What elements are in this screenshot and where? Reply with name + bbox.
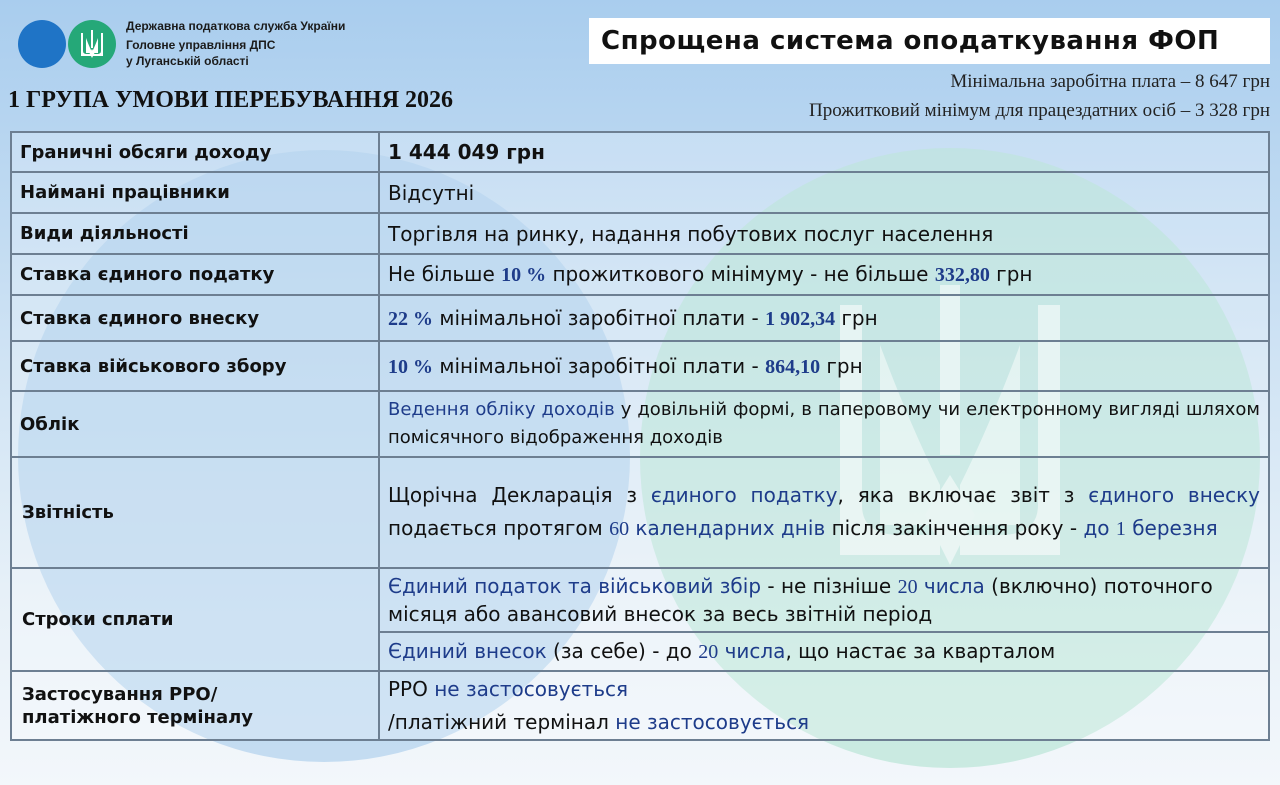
- row-label: Ставка єдиного внеску: [11, 295, 379, 341]
- organization-name: [126, 18, 345, 69]
- income-limit-value: 1 444 049 грн: [379, 132, 1269, 172]
- amount: 332,80: [934, 264, 990, 286]
- table-row: [11, 671, 1269, 740]
- highlight: Ведення обліку доходів: [388, 399, 615, 420]
- number: 20: [698, 640, 719, 663]
- row-label: Ставка єдиного податку: [11, 254, 379, 295]
- highlight: числа: [917, 573, 985, 598]
- text: прожиткового мінімуму - не більше: [546, 262, 935, 286]
- number: 1: [1115, 518, 1126, 540]
- number: 20: [897, 575, 918, 598]
- row-label: Строки сплати: [11, 568, 379, 671]
- highlight: єдиного податку: [650, 483, 838, 507]
- text: - не пізніше: [761, 573, 898, 598]
- text: у довільній формі, в паперовому чи електронному вигляді шляхом помісячного відображення доходів: [388, 399, 1260, 448]
- label-line: Застосування РРО/: [22, 683, 218, 705]
- org-line-2: Головне управління ДПС: [126, 38, 276, 52]
- rro-line: [388, 673, 1260, 706]
- group-title: 1 ГРУПА УМОВИ ПЕРЕБУВАННЯ 2026: [8, 87, 454, 113]
- text: Щорічна Декларація з: [388, 483, 651, 507]
- accounting-value: [379, 391, 1269, 457]
- text: грн: [820, 353, 863, 378]
- text: РРО: [388, 676, 435, 701]
- min-wage-text: Мінімальна заробітна плата – 8 647 грн: [950, 71, 1270, 92]
- highlight: єдиного внеску: [1088, 483, 1261, 507]
- employees-value: Відсутні: [379, 172, 1269, 213]
- table-row: [11, 172, 1269, 213]
- highlight: до: [1083, 516, 1116, 540]
- text: (за себе) - до: [546, 638, 699, 663]
- org-line-3: у Луганській області: [126, 54, 249, 68]
- payment-contribution-value: [379, 632, 1269, 671]
- table-row: [11, 568, 1269, 632]
- row-label: Граничні обсяги доходу: [11, 132, 379, 172]
- row-label: Облік: [11, 391, 379, 457]
- page-title: Спрощена система оподаткування ФОП: [601, 26, 1220, 56]
- text: мінімальної заробітної плати -: [433, 353, 766, 378]
- amount: 1 902,34: [765, 307, 836, 330]
- org-line-1: Державна податкова служба України: [126, 19, 346, 33]
- highlight: не застосовується: [615, 709, 810, 734]
- text: /платіжний термінал: [388, 709, 616, 734]
- page-title-box: [589, 18, 1270, 64]
- table-row: [11, 391, 1269, 457]
- text: грн: [989, 262, 1033, 286]
- row-label: Види діяльності: [11, 213, 379, 254]
- terminal-line: [388, 706, 1260, 739]
- percent: 22 %: [388, 307, 433, 330]
- table-row: [11, 341, 1269, 391]
- highlight: календарних днів: [629, 516, 826, 540]
- payment-tax-value: [379, 568, 1269, 632]
- row-label: [11, 671, 379, 740]
- row-label: Звітність: [11, 457, 379, 568]
- logo-blue-circle: [18, 20, 66, 68]
- text: , яка включає звіт з: [837, 483, 1089, 507]
- highlight: березня: [1125, 516, 1218, 540]
- table-row: [11, 295, 1269, 341]
- label-line: платіжного терміналу: [22, 706, 254, 728]
- row-label: Наймані працівники: [11, 172, 379, 213]
- tryzub-emblem-icon: [80, 30, 104, 58]
- table-row: [11, 213, 1269, 254]
- percent: 10 %: [388, 355, 433, 378]
- highlight: Єдиний внесок: [388, 638, 547, 663]
- rro-value: [379, 671, 1269, 740]
- text: подається протягом: [388, 516, 610, 540]
- text: (включно) поточного місяця або авансовий внесок за весь звітній період: [388, 573, 1213, 626]
- single-tax-value: [379, 254, 1269, 295]
- subsistence-minimum-text: Прожитковий мінімум для працездатних осіб – 3 328 грн: [808, 100, 1270, 121]
- text: грн: [835, 305, 878, 330]
- percent: 10 %: [501, 264, 547, 286]
- text: після закінчення року -: [825, 516, 1084, 540]
- table-row: [11, 254, 1269, 295]
- highlight: Єдиний податок та військовий збір: [388, 573, 762, 598]
- highlight: не застосовується: [434, 676, 629, 701]
- activity-value: Торгівля на ринку, надання побутових послуг населення: [379, 213, 1269, 254]
- table-row: [11, 457, 1269, 568]
- contribution-value: [379, 295, 1269, 341]
- reporting-value: [379, 457, 1269, 568]
- logo-green-circle: [68, 20, 116, 68]
- text: Не більше: [388, 262, 502, 286]
- text: мінімальної заробітної плати -: [433, 305, 766, 330]
- military-levy-value: [379, 341, 1269, 391]
- text: , що настає за кварталом: [785, 638, 1056, 663]
- number: 60: [609, 518, 630, 540]
- conditions-table: [10, 131, 1270, 741]
- row-label: Ставка військового збору: [11, 341, 379, 391]
- table-row: [11, 132, 1269, 172]
- highlight: числа: [718, 638, 786, 663]
- amount: 864,10: [765, 355, 821, 378]
- dps-logo: [18, 18, 118, 70]
